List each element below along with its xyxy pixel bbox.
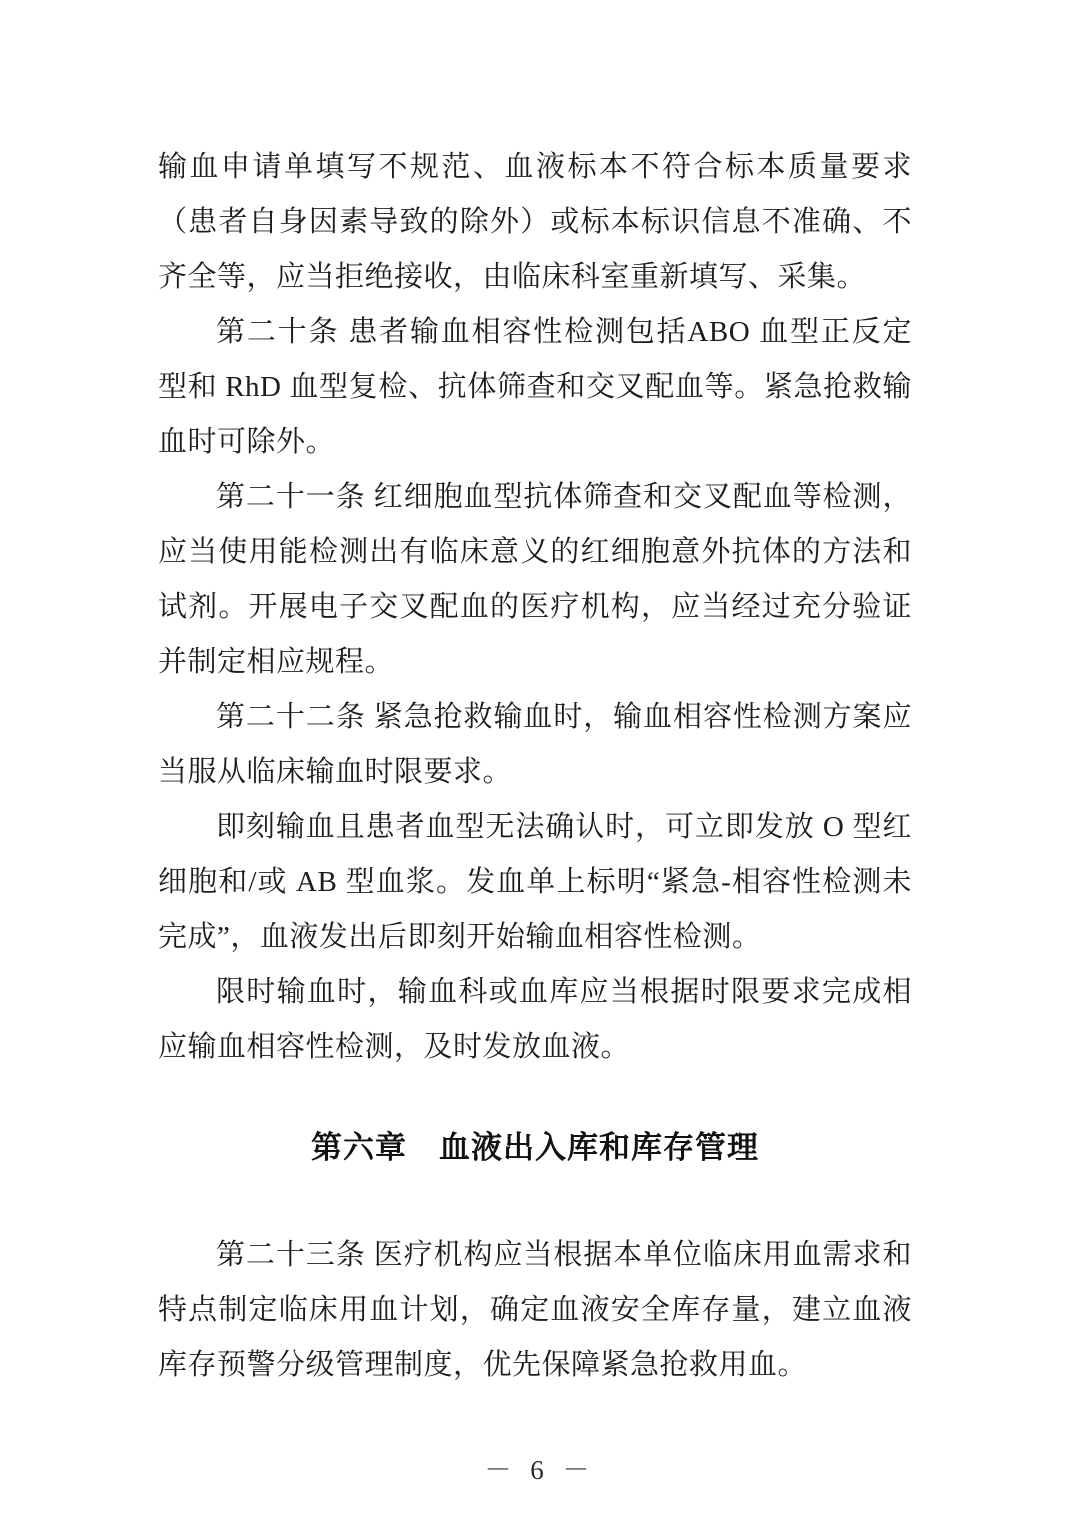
body-paragraph-continuation: 输血申请单填写不规范、血液标本不符合标本质量要求（患者自身因素导致的除外）或标本标识信息不准确、不齐全等，应当拒绝接收，由临床科室重新填写、采集。 (158, 151, 912, 293)
body-paragraph-article-22: 第二十二条 紧急抢救输血时，输血相容性检测方案应当服从临床输血时限要求。 (158, 701, 912, 788)
body-paragraph-article-20: 第二十条 患者输血相容性检测包括ABO 血型正反定型和 RhD 血型复检、抗体筛查和交叉配血等。紧急抢救输血时可除外。 (158, 316, 912, 458)
body-paragraph-article-23: 第二十三条 医疗机构应当根据本单位临床用血需求和特点制定临床用血计划，确定血液安全库存量，建立血液库存预警分级管理制度，优先保障紧急抢救用血。 (158, 1239, 912, 1381)
chapter-heading: 第六章 血液出入库和库存管理 (311, 1130, 759, 1165)
page-number: － 6 － (484, 1455, 596, 1485)
body-paragraph-time-limited: 限时输血时，输血科或血库应当根据时限要求完成相应输血相容性检测，及时发放血液。 (158, 976, 912, 1063)
body-paragraph-emergency-release: 即刻输血且患者血型无法确认时，可立即发放 O 型红细胞和/或 AB 型血浆。发血单上标明“紧急-相容性检测未完成”，血液发出后即刻开始输血相容性检测。 (158, 811, 912, 953)
page-footer (0, 1448, 1080, 1487)
body-paragraph-article-21: 第二十一条 红细胞血型抗体筛查和交叉配血等检测，应当使用能检测出有临床意义的红细胞意外抗体的方法和试剂。开展电子交叉配血的医疗机构，应当经过充分验证并制定相应规程。 (158, 481, 912, 678)
document-body (158, 140, 912, 1393)
